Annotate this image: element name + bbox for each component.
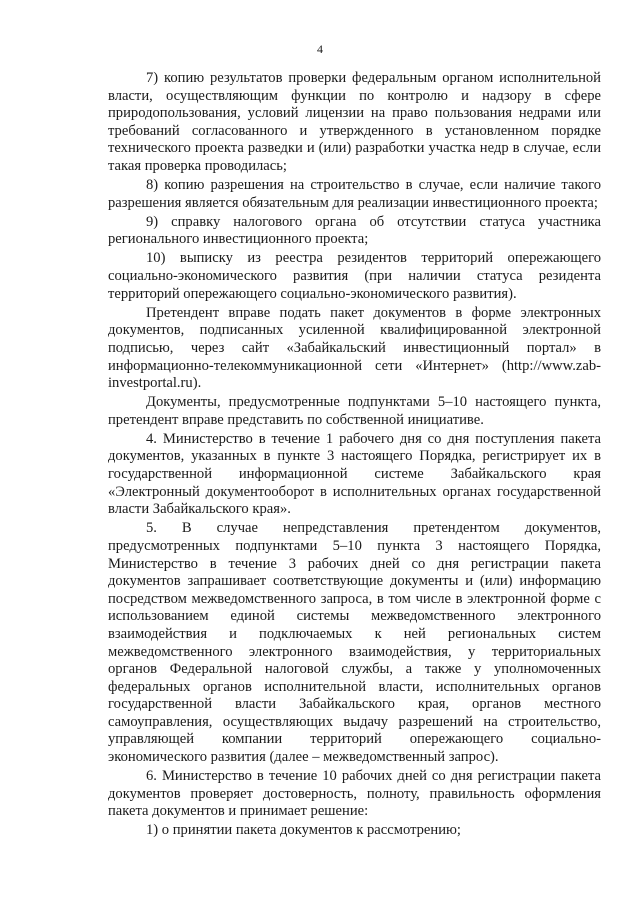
paragraph-item-7: 7) копию результатов проверки федеральным органом исполнительной власти, осуществляющим функции по контролю и надзору в сфере природопользования, условий лицензии на право пользования недрами или требований согласованного и утвержденного в установленном порядке технического проекта разведки и (или) разработки участка недр в случае, если такая проверка проводилась; <box>108 70 601 174</box>
paragraph-clause-6-item-1: 1) о принятии пакета документов к рассмотрению; <box>146 822 461 839</box>
paragraph-item-8: 8) копию разрешения на строительство в случае, если наличие такого разрешения является обязательным для реализации инвестиционного проекта; <box>108 177 601 211</box>
paragraph-clause-6: 6. Министерство в течение 10 рабочих дней со дня регистрации пакета документов проверяет достоверность, полноту, правильность оформления пакета документов и принимает решение: <box>108 768 601 820</box>
paragraph-electronic-submission: Претендент вправе подать пакет документов в форме электронных документов, подписанных усиленной квалифицированной электронной подписью, через сайт «Забайкальский инвестиционный портал» в информационно-телекоммуникационной сети «Интернет» (http://www.zab-investportal.ru). <box>108 304 601 392</box>
paragraph-clause-5: 5. В случае непредставления претендентом документов, предусмотренных подпунктами 5–10 пункта 3 настоящего Порядка, Министерство в течение 3 рабочих дней со дня регистрации пакета документов запрашивает соответствующие документы и (или) информацию посредством межведомственного запроса, в том числе в электронной форме с использованием единой системы межведомственного электронного взаимодействия и подключаемых к ней региональных систем межведомственного электронного взаимодействия, у территориальных органов Федеральной налоговой службы, а также у уполномоченных федеральных органов исполнительной власти, исполнительных органов государственной власти Забайкальского края, органов местного самоуправления, осуществляющих выдачу разрешений на строительство, управляющей компании территорий опережающего социально-экономического развития (далее – межведомственный запрос). <box>108 520 601 766</box>
paragraph-own-initiative: Документы, предусмотренные подпунктами 5–10 настоящего пункта, претендент вправе представить по собственной инициативе. <box>108 394 601 428</box>
paragraph-item-9: 9) справку налогового органа об отсутствии статуса участника регионального инвестиционного проекта; <box>108 213 601 248</box>
paragraph-clause-4: 4. Министерство в течение 1 рабочего дня со дня поступления пакета документов, указанных в пункте 3 настоящего Порядка, регистрирует их в государственной информационной системе Забайкальского края «Электронный документооборот в исполнительных органах государственной власти Забайкальского края». <box>108 430 601 518</box>
document-body <box>108 70 601 842</box>
page-number: 4 <box>317 42 323 56</box>
paragraph-item-10: 10) выписку из реестра резидентов территорий опережающего социально-экономического развития (при наличии статуса резидента территорий опережающего социально-экономического развития). <box>108 250 601 302</box>
